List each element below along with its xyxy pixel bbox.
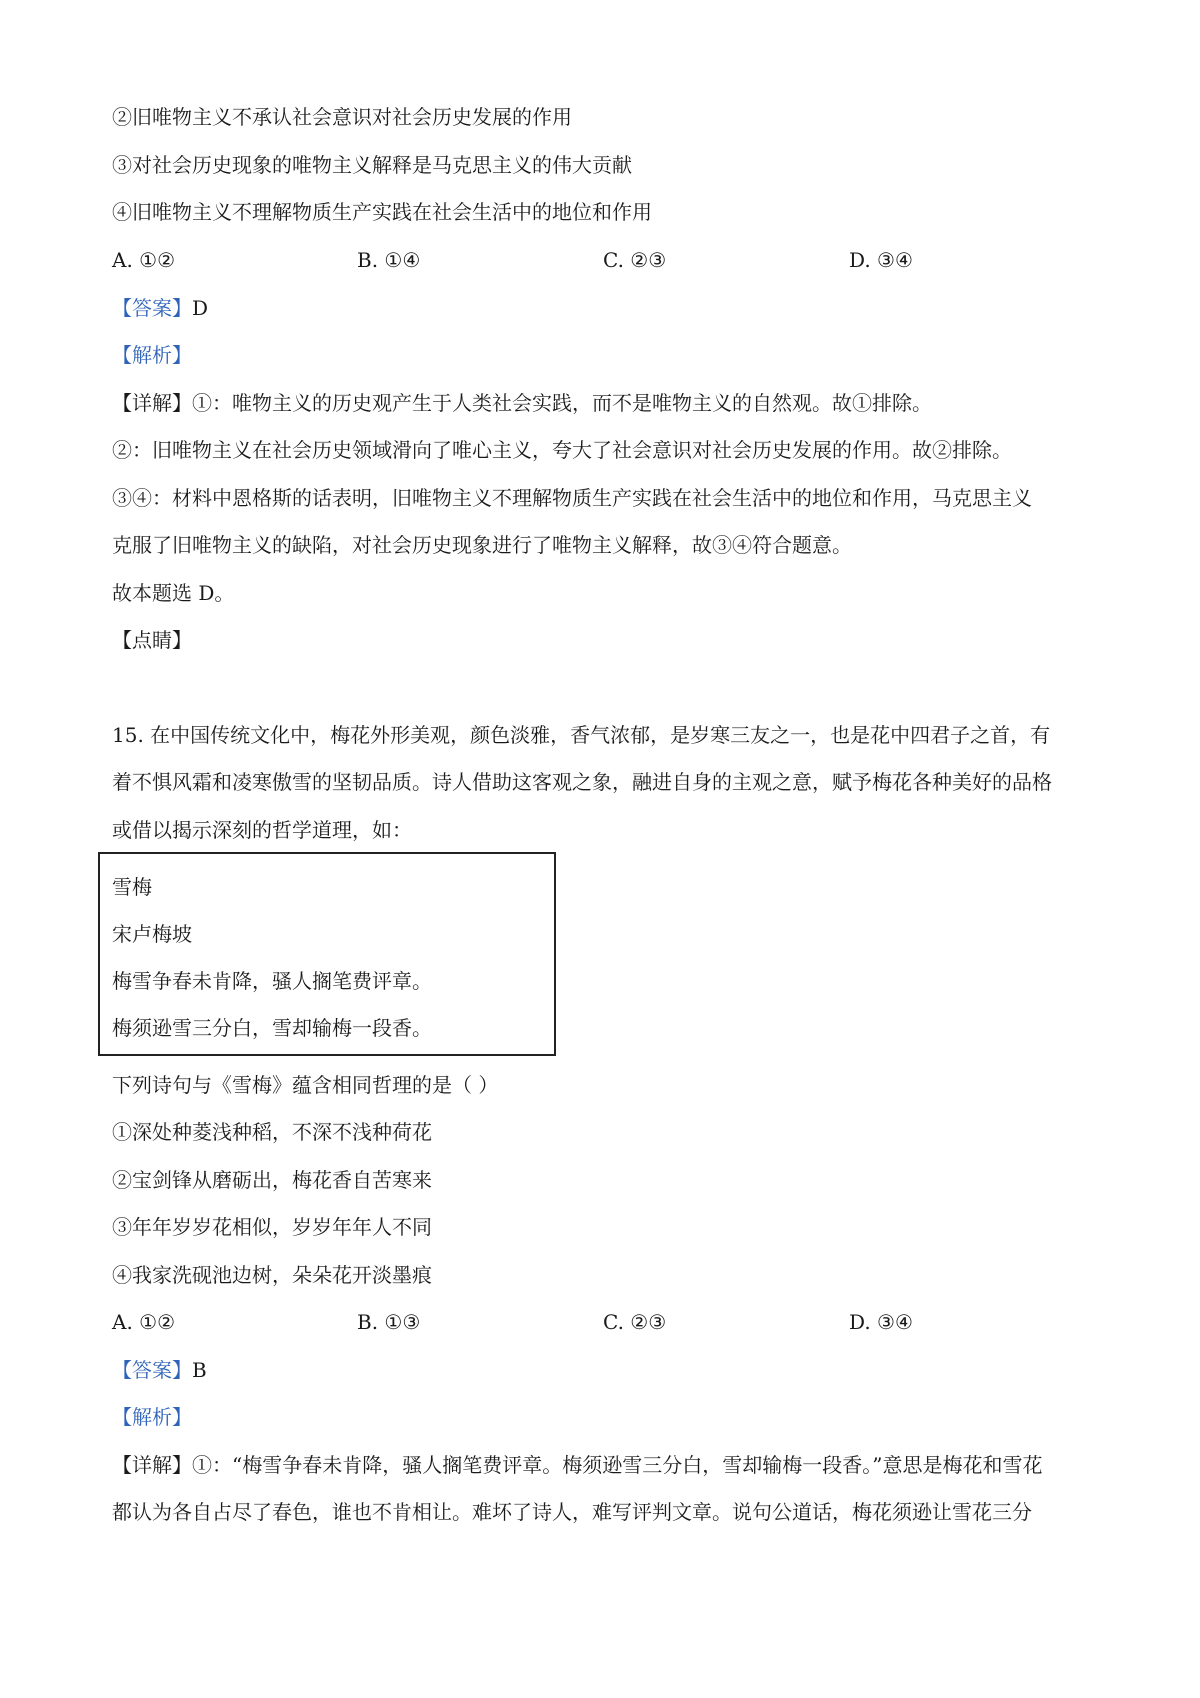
q14-detail-line-1 [112, 389, 932, 417]
q15-option-a: A. ①② [112, 1310, 176, 1334]
q14-answer-value: D [192, 296, 209, 320]
q14-answer [112, 294, 208, 322]
q15-option-c: C. ②③ [603, 1310, 667, 1334]
q14-option-d: D. ③④ [849, 248, 913, 272]
poem-title: 雪梅 [112, 875, 152, 899]
q14-option-b: B. ①④ [357, 248, 421, 272]
q14-statement-2: ②旧唯物主义不承认社会意识对社会历史发展的作用 [112, 105, 572, 129]
q14-statement-4: ④旧唯物主义不理解物质生产实践在社会生活中的地位和作用 [112, 200, 652, 224]
q15-detail-line-2: 都认为各自占尽了春色，谁也不肯相让。难坏了诗人，难写评判文章。说句公道话，梅花须逊让雪花三分 [112, 1500, 1032, 1524]
q15-stem-line-1: 15. 在中国传统文化中，梅花外形美观，颜色淡雅，香气浓郁，是岁寒三友之一，也是花中四君子之首，有 [112, 723, 1051, 747]
poem-line-1: 梅雪争春未肯降，骚人搁笔费评章。 [112, 969, 432, 993]
q15-option-d: D. ③④ [849, 1310, 913, 1334]
q14-tips-label: 【点睛】 [112, 628, 192, 652]
q14-detail-line-3: ③④：材料中恩格斯的话表明，旧唯物主义不理解物质生产实践在社会生活中的地位和作用，马克思主义 [112, 486, 1032, 510]
q14-statement-3: ③对社会历史现象的唯物主义解释是马克思主义的伟大贡献 [112, 153, 632, 177]
q15-detail-line-1 [112, 1451, 1042, 1479]
q15-answer-value: B [192, 1358, 207, 1382]
q15-detail-text-1: ①：“梅雪争春未肯降，骚人搁笔费评章。梅须逊雪三分白，雪却输梅一段香。”意思是梅花和雪花 [192, 1453, 1043, 1477]
q15-option-b: B. ①③ [357, 1310, 421, 1334]
q15-stem-line-3: 或借以揭示深刻的哲学道理，如： [112, 818, 412, 842]
q14-option-c: C. ②③ [603, 248, 667, 272]
q14-analysis-label: 【解析】 [112, 343, 192, 367]
q14-conclusion: 故本题选 D。 [112, 581, 235, 605]
q14-detail-line-2: ②：旧唯物主义在社会历史领域滑向了唯心主义，夸大了社会意识对社会历史发展的作用。故②排除。 [112, 438, 1012, 462]
q15-detail-label: 【详解】 [112, 1453, 192, 1477]
q15-statement-2: ②宝剑锋从磨砺出，梅花香自苦寒来 [112, 1168, 432, 1192]
poem-line-2: 梅须逊雪三分白，雪却输梅一段香。 [112, 1016, 432, 1040]
q15-statement-1: ①深处种菱浅种稻，不深不浅种荷花 [112, 1120, 432, 1144]
q14-answer-label: 【答案】 [112, 296, 192, 320]
q14-detail-line-4: 克服了旧唯物主义的缺陷，对社会历史现象进行了唯物主义解释，故③④符合题意。 [112, 533, 852, 557]
q14-option-a: A. ①② [112, 248, 176, 272]
q15-answer [112, 1356, 207, 1384]
q15-stem-line-2: 着不惧风霜和凌寒傲雪的坚韧品质。诗人借助这客观之象，融进自身的主观之意，赋予梅花各种美好的品格 [112, 770, 1052, 794]
q15-statement-4: ④我家洗砚池边树，朵朵花开淡墨痕 [112, 1263, 432, 1287]
q15-analysis-label: 【解析】 [112, 1405, 192, 1429]
q15-question: 下列诗句与《雪梅》蕴含相同哲理的是（ ） [112, 1073, 499, 1097]
poem-author: 宋卢梅坡 [112, 922, 192, 946]
q14-detail-label: 【详解】 [112, 391, 192, 415]
q15-answer-label: 【答案】 [112, 1358, 192, 1382]
q15-statement-3: ③年年岁岁花相似，岁岁年年人不同 [112, 1215, 432, 1239]
q14-detail-text-1: ①：唯物主义的历史观产生于人类社会实践，而不是唯物主义的自然观。故①排除。 [192, 391, 932, 415]
